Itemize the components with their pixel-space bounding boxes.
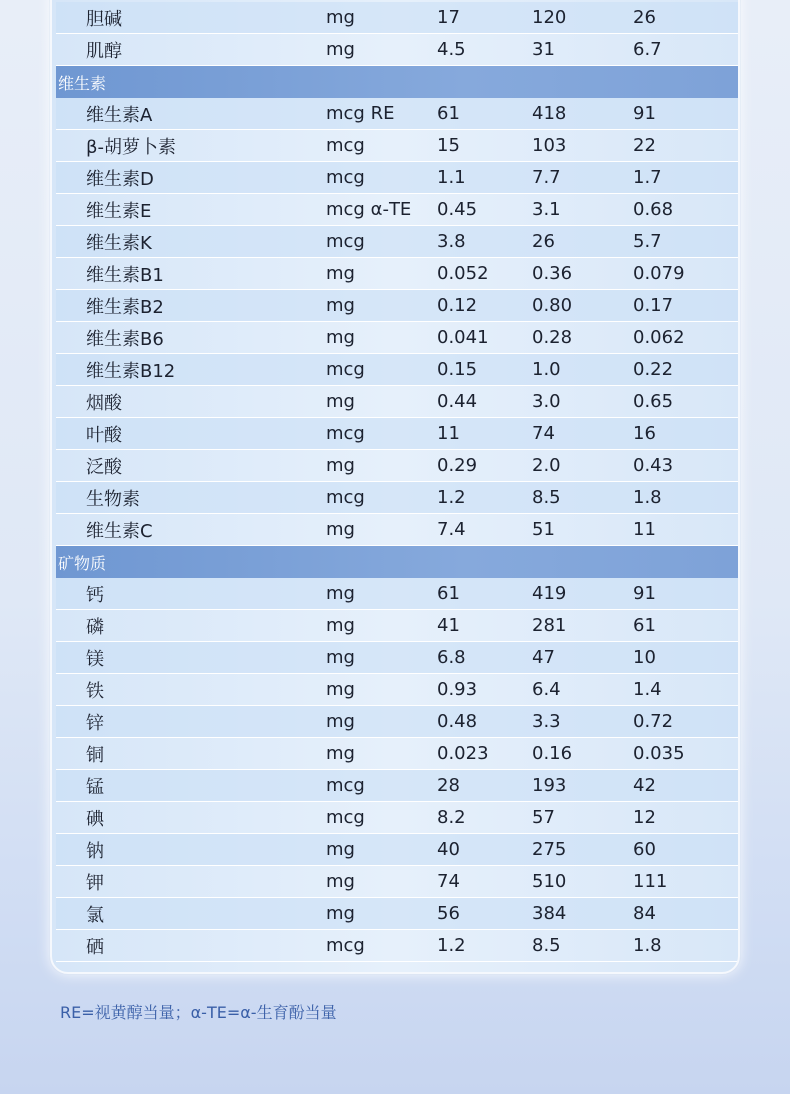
value-col-1: 7.4 [437, 519, 466, 540]
nutrient-unit: mcg α-TE [326, 199, 412, 220]
value-col-3: 91 [633, 103, 656, 124]
nutrient-name: 维生素B2 [86, 296, 164, 318]
nutrient-name: 氯 [86, 904, 104, 926]
footnote: RE=视黄醇当量；α-TE=α-生育酚当量 [60, 1003, 337, 1022]
table-row [56, 738, 738, 770]
nutrient-unit: mg [326, 679, 355, 700]
table-row [56, 642, 738, 674]
value-col-3: 5.7 [633, 231, 662, 252]
value-col-3: 6.7 [633, 39, 662, 60]
value-col-1: 0.48 [437, 711, 478, 732]
nutrient-name: 钠 [86, 840, 104, 862]
value-col-1: 61 [437, 583, 460, 604]
nutrient-name: 碘 [86, 808, 104, 830]
value-col-2: 0.36 [532, 263, 573, 284]
nutrient-unit: mcg [326, 775, 365, 796]
table-row [56, 514, 738, 546]
nutrient-name: 泛酸 [86, 456, 122, 478]
value-col-1: 40 [437, 839, 460, 860]
value-col-2: 3.0 [532, 391, 561, 412]
table-row [56, 610, 738, 642]
nutrient-unit: mg [326, 391, 355, 412]
nutrient-name: β-胡萝卜素 [86, 136, 176, 158]
nutrient-name: 叶酸 [86, 424, 122, 446]
nutrient-unit: mcg [326, 487, 365, 508]
nutrient-unit: mg [326, 839, 355, 860]
nutrient-name: 维生素E [86, 200, 152, 222]
value-col-2: 47 [532, 647, 555, 668]
value-col-3: 0.68 [633, 199, 674, 220]
value-col-2: 281 [532, 615, 567, 636]
table-row [56, 706, 738, 738]
value-col-2: 3.1 [532, 199, 561, 220]
nutrient-unit: mg [326, 615, 355, 636]
table-row [56, 770, 738, 802]
nutrient-unit: mcg [326, 167, 365, 188]
table-row [56, 482, 738, 514]
table-row [56, 130, 738, 162]
table-row [56, 226, 738, 258]
value-col-1: 17 [437, 7, 460, 28]
value-col-1: 11 [437, 423, 460, 444]
value-col-1: 0.29 [437, 455, 478, 476]
nutrient-name: 镁 [86, 648, 104, 670]
section-header-minerals: 矿物质 [56, 546, 738, 578]
value-col-3: 1.8 [633, 935, 662, 956]
value-col-3: 0.17 [633, 295, 674, 316]
nutrient-name: 磷 [86, 616, 104, 638]
value-col-2: 275 [532, 839, 567, 860]
nutrient-name: 维生素K [86, 232, 152, 254]
nutrient-unit: mg [326, 263, 355, 284]
value-col-2: 3.3 [532, 711, 561, 732]
value-col-3: 84 [633, 903, 656, 924]
table-row [56, 578, 738, 610]
value-col-2: 193 [532, 775, 567, 796]
table-row [56, 2, 738, 34]
value-col-1: 1.1 [437, 167, 466, 188]
nutrient-name: 烟酸 [86, 392, 122, 414]
table-row [56, 930, 738, 962]
value-col-1: 28 [437, 775, 460, 796]
nutrient-unit: mg [326, 455, 355, 476]
nutrient-unit: mcg [326, 807, 365, 828]
value-col-1: 6.8 [437, 647, 466, 668]
value-col-2: 418 [532, 103, 567, 124]
nutrient-unit: mg [326, 39, 355, 60]
value-col-1: 41 [437, 615, 460, 636]
value-col-2: 1.0 [532, 359, 561, 380]
value-col-2: 8.5 [532, 935, 561, 956]
table-row [56, 802, 738, 834]
value-col-3: 1.4 [633, 679, 662, 700]
value-col-2: 103 [532, 135, 567, 156]
value-col-1: 0.45 [437, 199, 478, 220]
nutrient-unit: mg [326, 871, 355, 892]
value-col-2: 6.4 [532, 679, 561, 700]
value-col-1: 0.041 [437, 327, 489, 348]
value-col-3: 60 [633, 839, 656, 860]
value-col-3: 0.22 [633, 359, 674, 380]
nutrient-name: 锰 [86, 776, 104, 798]
value-col-1: 4.5 [437, 39, 466, 60]
value-col-3: 0.43 [633, 455, 674, 476]
value-col-3: 42 [633, 775, 656, 796]
value-col-1: 1.2 [437, 487, 466, 508]
value-col-1: 0.052 [437, 263, 489, 284]
nutrient-name: 硒 [86, 936, 104, 958]
nutrient-name: 钾 [86, 872, 104, 894]
value-col-3: 91 [633, 583, 656, 604]
nutrient-name: 维生素D [86, 168, 154, 190]
nutrient-unit: mg [326, 743, 355, 764]
value-col-2: 0.16 [532, 743, 573, 764]
value-col-1: 0.93 [437, 679, 478, 700]
nutrient-unit: mg [326, 7, 355, 28]
value-col-2: 419 [532, 583, 567, 604]
nutrient-unit: mcg [326, 935, 365, 956]
nutrient-unit: mg [326, 903, 355, 924]
nutrient-name: 生物素 [86, 488, 140, 510]
table-row [56, 258, 738, 290]
value-col-1: 0.15 [437, 359, 478, 380]
table-row [56, 866, 738, 898]
value-col-3: 22 [633, 135, 656, 156]
value-col-2: 7.7 [532, 167, 561, 188]
value-col-1: 0.023 [437, 743, 489, 764]
table-row [56, 450, 738, 482]
value-col-3: 0.65 [633, 391, 674, 412]
nutrient-unit: mg [326, 327, 355, 348]
value-col-3: 1.7 [633, 167, 662, 188]
value-col-2: 57 [532, 807, 555, 828]
value-col-2: 510 [532, 871, 567, 892]
value-col-3: 26 [633, 7, 656, 28]
table-row [56, 898, 738, 930]
nutrient-unit: mcg [326, 359, 365, 380]
nutrient-unit: mcg [326, 135, 365, 156]
nutrient-unit: mcg RE [326, 103, 395, 124]
value-col-1: 8.2 [437, 807, 466, 828]
table-row [56, 322, 738, 354]
value-col-2: 26 [532, 231, 555, 252]
nutrient-unit: mcg [326, 423, 365, 444]
nutrient-unit: mg [326, 295, 355, 316]
nutrient-name: 肌醇 [86, 40, 122, 62]
nutrient-name: 铁 [86, 680, 104, 702]
table-row [56, 386, 738, 418]
value-col-3: 61 [633, 615, 656, 636]
nutrient-name: 维生素B1 [86, 264, 164, 286]
value-col-3: 0.035 [633, 743, 685, 764]
nutrient-name: 维生素B12 [86, 360, 176, 382]
value-col-1: 0.12 [437, 295, 478, 316]
value-col-1: 1.2 [437, 935, 466, 956]
nutrient-name: 胆碱 [86, 8, 122, 30]
nutrient-name: 钙 [86, 584, 104, 606]
value-col-1: 3.8 [437, 231, 466, 252]
nutrient-unit: mg [326, 711, 355, 732]
table-row [56, 194, 738, 226]
value-col-3: 0.72 [633, 711, 674, 732]
nutrition-table [56, 2, 738, 962]
value-col-1: 61 [437, 103, 460, 124]
value-col-3: 12 [633, 807, 656, 828]
value-col-2: 51 [532, 519, 555, 540]
value-col-2: 31 [532, 39, 555, 60]
table-row [56, 418, 738, 450]
value-col-3: 0.062 [633, 327, 685, 348]
nutrient-name: 铜 [86, 744, 104, 766]
value-col-2: 120 [532, 7, 567, 28]
table-row [56, 354, 738, 386]
value-col-3: 0.079 [633, 263, 685, 284]
nutrient-unit: mg [326, 647, 355, 668]
value-col-1: 56 [437, 903, 460, 924]
table-row [56, 98, 738, 130]
table-row [56, 834, 738, 866]
value-col-2: 74 [532, 423, 555, 444]
section-header-vitamins: 维生素 [56, 66, 738, 98]
value-col-3: 10 [633, 647, 656, 668]
value-col-2: 0.28 [532, 327, 573, 348]
nutrient-unit: mg [326, 583, 355, 604]
nutrient-name: 锌 [86, 712, 104, 734]
value-col-1: 74 [437, 871, 460, 892]
nutrient-unit: mg [326, 519, 355, 540]
value-col-1: 0.44 [437, 391, 478, 412]
value-col-3: 16 [633, 423, 656, 444]
nutrient-unit: mcg [326, 231, 365, 252]
table-row [56, 674, 738, 706]
value-col-2: 0.80 [532, 295, 573, 316]
value-col-2: 8.5 [532, 487, 561, 508]
nutrition-table-card [50, 0, 740, 974]
value-col-1: 15 [437, 135, 460, 156]
value-col-3: 111 [633, 871, 668, 892]
value-col-2: 384 [532, 903, 567, 924]
value-col-3: 11 [633, 519, 656, 540]
value-col-3: 1.8 [633, 487, 662, 508]
table-row [56, 290, 738, 322]
nutrient-name: 维生素A [86, 104, 153, 126]
table-row [56, 34, 738, 66]
table-row [56, 162, 738, 194]
nutrient-name: 维生素C [86, 520, 153, 542]
value-col-2: 2.0 [532, 455, 561, 476]
nutrient-name: 维生素B6 [86, 328, 164, 350]
